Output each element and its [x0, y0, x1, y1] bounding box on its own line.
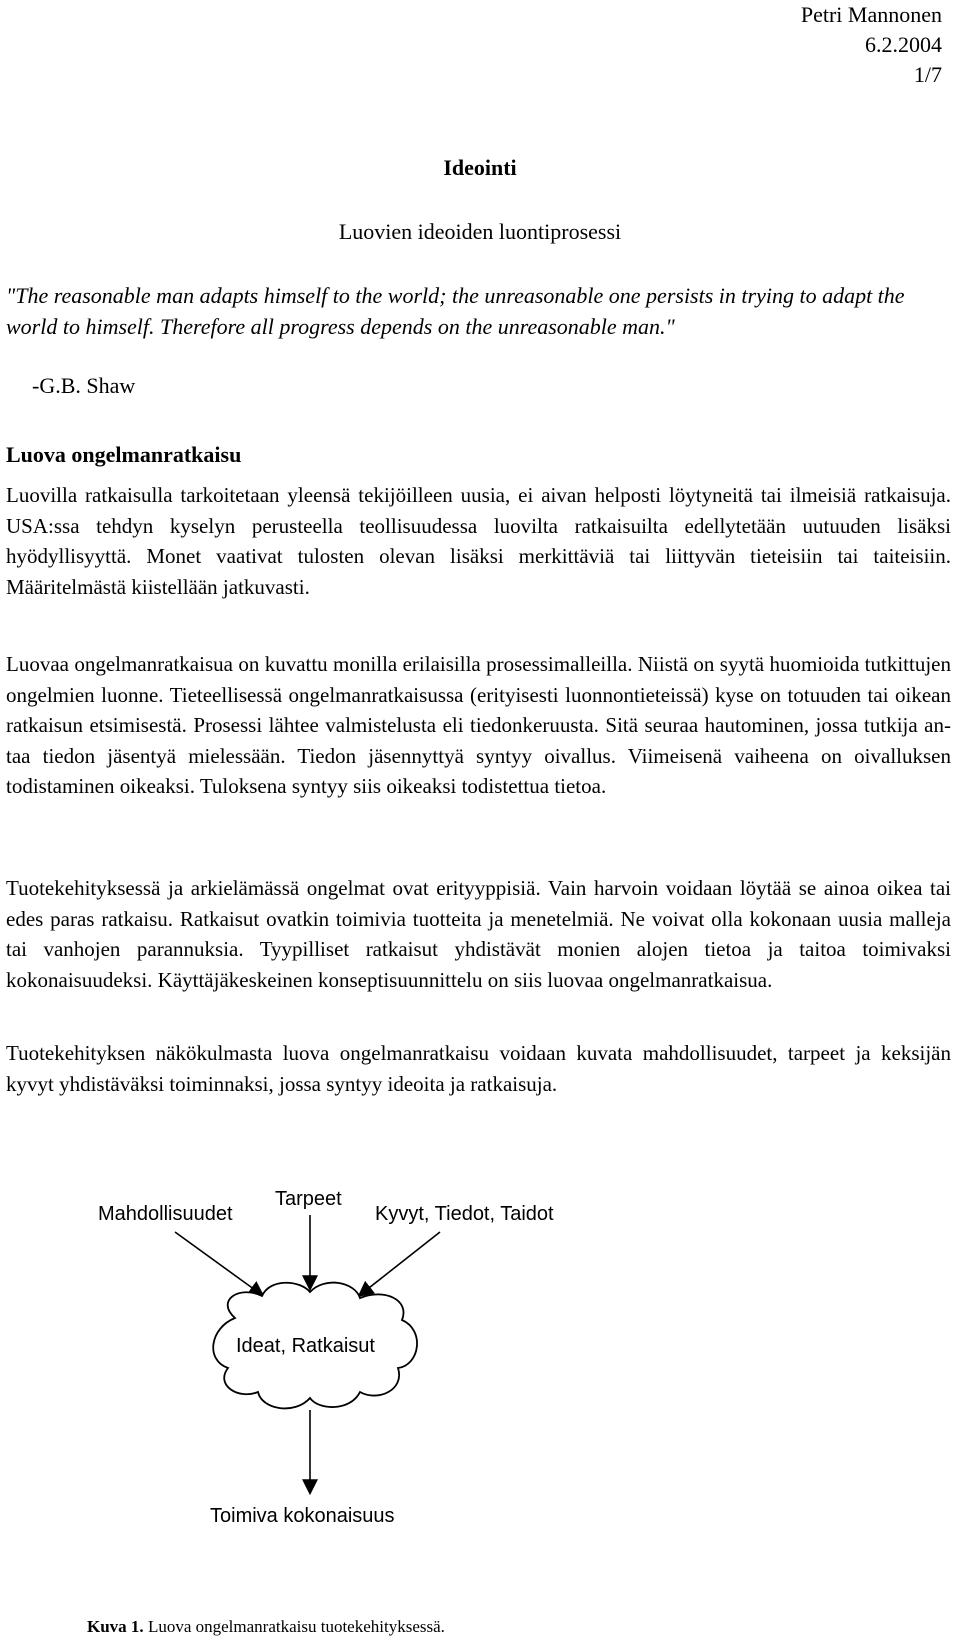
page-header [801, 0, 942, 90]
input-label-opportunities: Mahdollisuudet [98, 1203, 233, 1225]
document-subtitle: Luovien ideoiden luontiprosessi [338, 219, 622, 244]
author-name: Petri Mannonen [800, 2, 942, 27]
paragraph: Tuotekehityksessä ja arkielämässä ongelmat ovat erityyppisiä. Vain harvoin voidaan löytää se ainoa oikea tai edes paras ratkaisu. Ratkaisut ovatkin toimivia tuotteita ja menetelmiä. Ne voivat olla kokonaan uusia malleja tai vanhojen parannuksia. Tyypilliset ratkaisut yhdistävät monien alojen tietoa ja taitoa toimivaksi kokonaisuudeksi. Käyttäjäkeskeinen konseptisuunnittelu on siis luovaa ongelmanratkaisua. [6, 876, 951, 992]
input-label-skills: Kyvyt, Tiedot, Taidot [375, 1203, 554, 1225]
epigraph-quote: "The reasonable man adapts himself to the world; the unreasonable one persists in trying to adapt the world to himself. Therefore all progress depends on the unreasonable man." [6, 283, 905, 339]
epigraph-author: -G.B. Shaw [32, 373, 136, 398]
cloud-label: Ideat, Ratkaisut [236, 1335, 375, 1357]
process-diagram [0, 1170, 960, 1610]
paragraph: Luovaa ongelmanratkaisua on kuvattu monilla erilaisilla prosessimalleilla. Niistä on syytä huomioida tutkittujen ongelmien luonne. Tieteellisessä ongelmanratkaisussa (erityisesti luonnontieteissä) kyse on totuuden tai oikean ratkaisun etsimisestä. Prosessi lähtee valmistelusta eli tiedonkeruusta. Sitä seuraa hautominen, jossa tutkija antaa tiedon jäsentyä mielessään. Tiedon jäsennyttyä syntyy oivallus. Viimeisenä vaiheena on oivalluksen todistaminen oikeaksi. Tuloksena syntyy siis oikeaksi todistettua tietoa. [6, 652, 951, 798]
caption-text: Luova ongelmanratkaisu tuotekehityksessä. [147, 1617, 445, 1636]
paragraph: Luovilla ratkaisulla tarkoitetaan yleensä tekijöilleen uusia, ei aivan helposti löytyneitä tai ilmeisiä ratkaisuja. USA:ssa tehdyn kyselyn perusteella teollisuudessa luovilta ratkaisuilta edellytetään uutuuden lisäksi hyödyllisyyttä. Monet vaativat tulosten olevan lisäksi merkittäviä tai liittyvän tieteisiin tai taiteisiin. Määritelmästä kiistellään jatkuvasti. [6, 483, 951, 599]
paragraph: Tuotekehityksen näkökulmasta luova ongelmanratkaisu voidaan kuvata mahdollisuudet, tarpeet ja keksijän kyvyt yhdistäväksi toiminnaksi, jossa syntyy ideoita ja ratkaisuja. [6, 1041, 951, 1096]
document-title: Ideointi [443, 155, 517, 180]
caption-label: Kuva 1. [87, 1617, 144, 1636]
arrow-opportunities [175, 1232, 262, 1295]
section-heading: Luova ongelmanratkaisu [6, 442, 242, 467]
page-number: 1/7 [913, 62, 942, 87]
document-date: 6.2.2004 [865, 32, 942, 57]
figure-caption [87, 1617, 445, 1637]
input-label-needs: Tarpeet [275, 1188, 342, 1210]
output-label: Toimiva kokonaisuus [210, 1505, 395, 1527]
arrow-skills [360, 1232, 440, 1295]
